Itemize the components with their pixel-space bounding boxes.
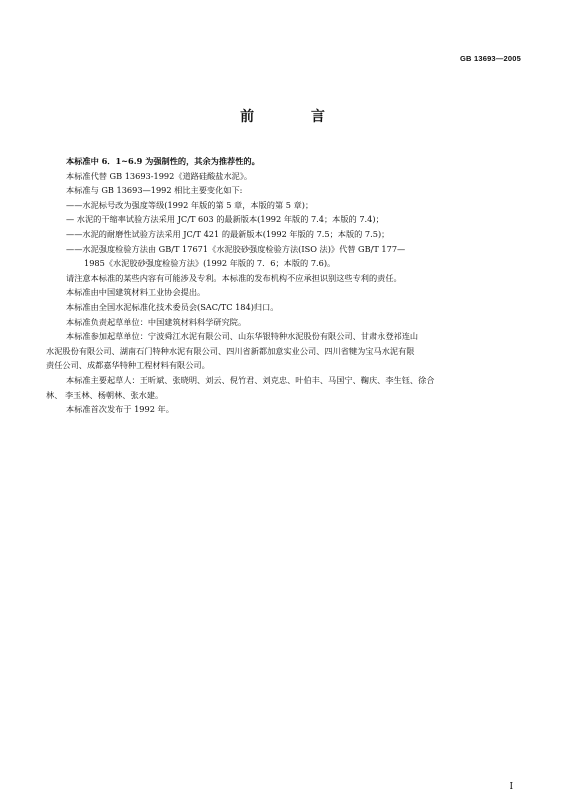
committee-statement: 本标准由全国水泥标准化技术委员会(SAC/TC 184)归口。 bbox=[66, 301, 279, 312]
proposer-statement: 本标准由中国建筑材料工业协会提出。 bbox=[66, 287, 206, 298]
page-number: I bbox=[509, 782, 513, 792]
participating-units-line-3: 责任公司、成都嘉华特种工程材料有限公司。 bbox=[46, 360, 210, 371]
first-release-statement: 本标准首次发布于 1992 年。 bbox=[66, 404, 174, 415]
page-title: 前 言 bbox=[240, 109, 351, 125]
main-drafters-line-2: 林、 李玉林、杨朝林、张水建。 bbox=[46, 389, 164, 400]
standard-code-header: GB 13693—2005 bbox=[460, 54, 521, 63]
mandatory-clause-statement: 本标准中 6．1~6.9 为强制性的，其余为推荐性的。 bbox=[66, 156, 260, 166]
change-item-4: ——水泥强度检验方法由 GB/T 17671《水泥胶砂强度检验方法(ISO 法)》代替 GB/T 177— bbox=[66, 243, 406, 254]
participating-units-line-2: 水泥股份有限公司、湖南石门特种水泥有限公司、四川省新都加意实业公司、四川省犍为宝马水泥有限 bbox=[46, 345, 415, 356]
change-item-1: ——水泥标号改为强度等级(1992 年版的第 5 章，本版的第 5 章)； bbox=[66, 199, 314, 210]
foreword-body bbox=[46, 154, 524, 417]
participating-units-paragraph bbox=[46, 329, 524, 373]
change-item-4-continued: 1985《水泥胶砂强度检验方法》(1992 年版的 7．6；本版的 7.6)。 bbox=[84, 258, 336, 269]
patent-notice: 请注意本标准的某些内容有可能涉及专利。本标准的发布机构不应承担识别这些专利的责任。 bbox=[66, 272, 402, 283]
lead-drafter-statement: 本标准负责起草单位：中国建筑材料科学研究院。 bbox=[66, 316, 247, 327]
main-drafters-line-1: 本标准主要起草人：王昕斌、张晓明、刘云、倪竹君、刘克忠、叶伯丰、马国宁、鞠庆、李生钰、徐合 bbox=[66, 374, 435, 385]
participating-units-line-1: 本标准参加起草单位：宁波舜江水泥有限公司、山东华银特种水泥股份有限公司、甘肃永登祁连山 bbox=[66, 331, 419, 342]
changes-intro: 本标准与 GB 13693—1992 相比主要变化如下: bbox=[66, 185, 243, 196]
main-drafters-paragraph bbox=[46, 373, 524, 402]
change-item-2: — 水泥的干缩率试验方法采用 JC/T 603 的最新版本(1992 年版的 7.4；本版的 7.4)； bbox=[66, 214, 384, 225]
change-item-3: ——水泥的耐磨性试验方法采用 JC/T 421 的最新版本(1992 年版的 7.5；本版的 7.5)； bbox=[66, 228, 390, 239]
replaces-statement: 本标准代替 GB 13693-1992《道路硅酸盐水泥》。 bbox=[66, 170, 253, 181]
